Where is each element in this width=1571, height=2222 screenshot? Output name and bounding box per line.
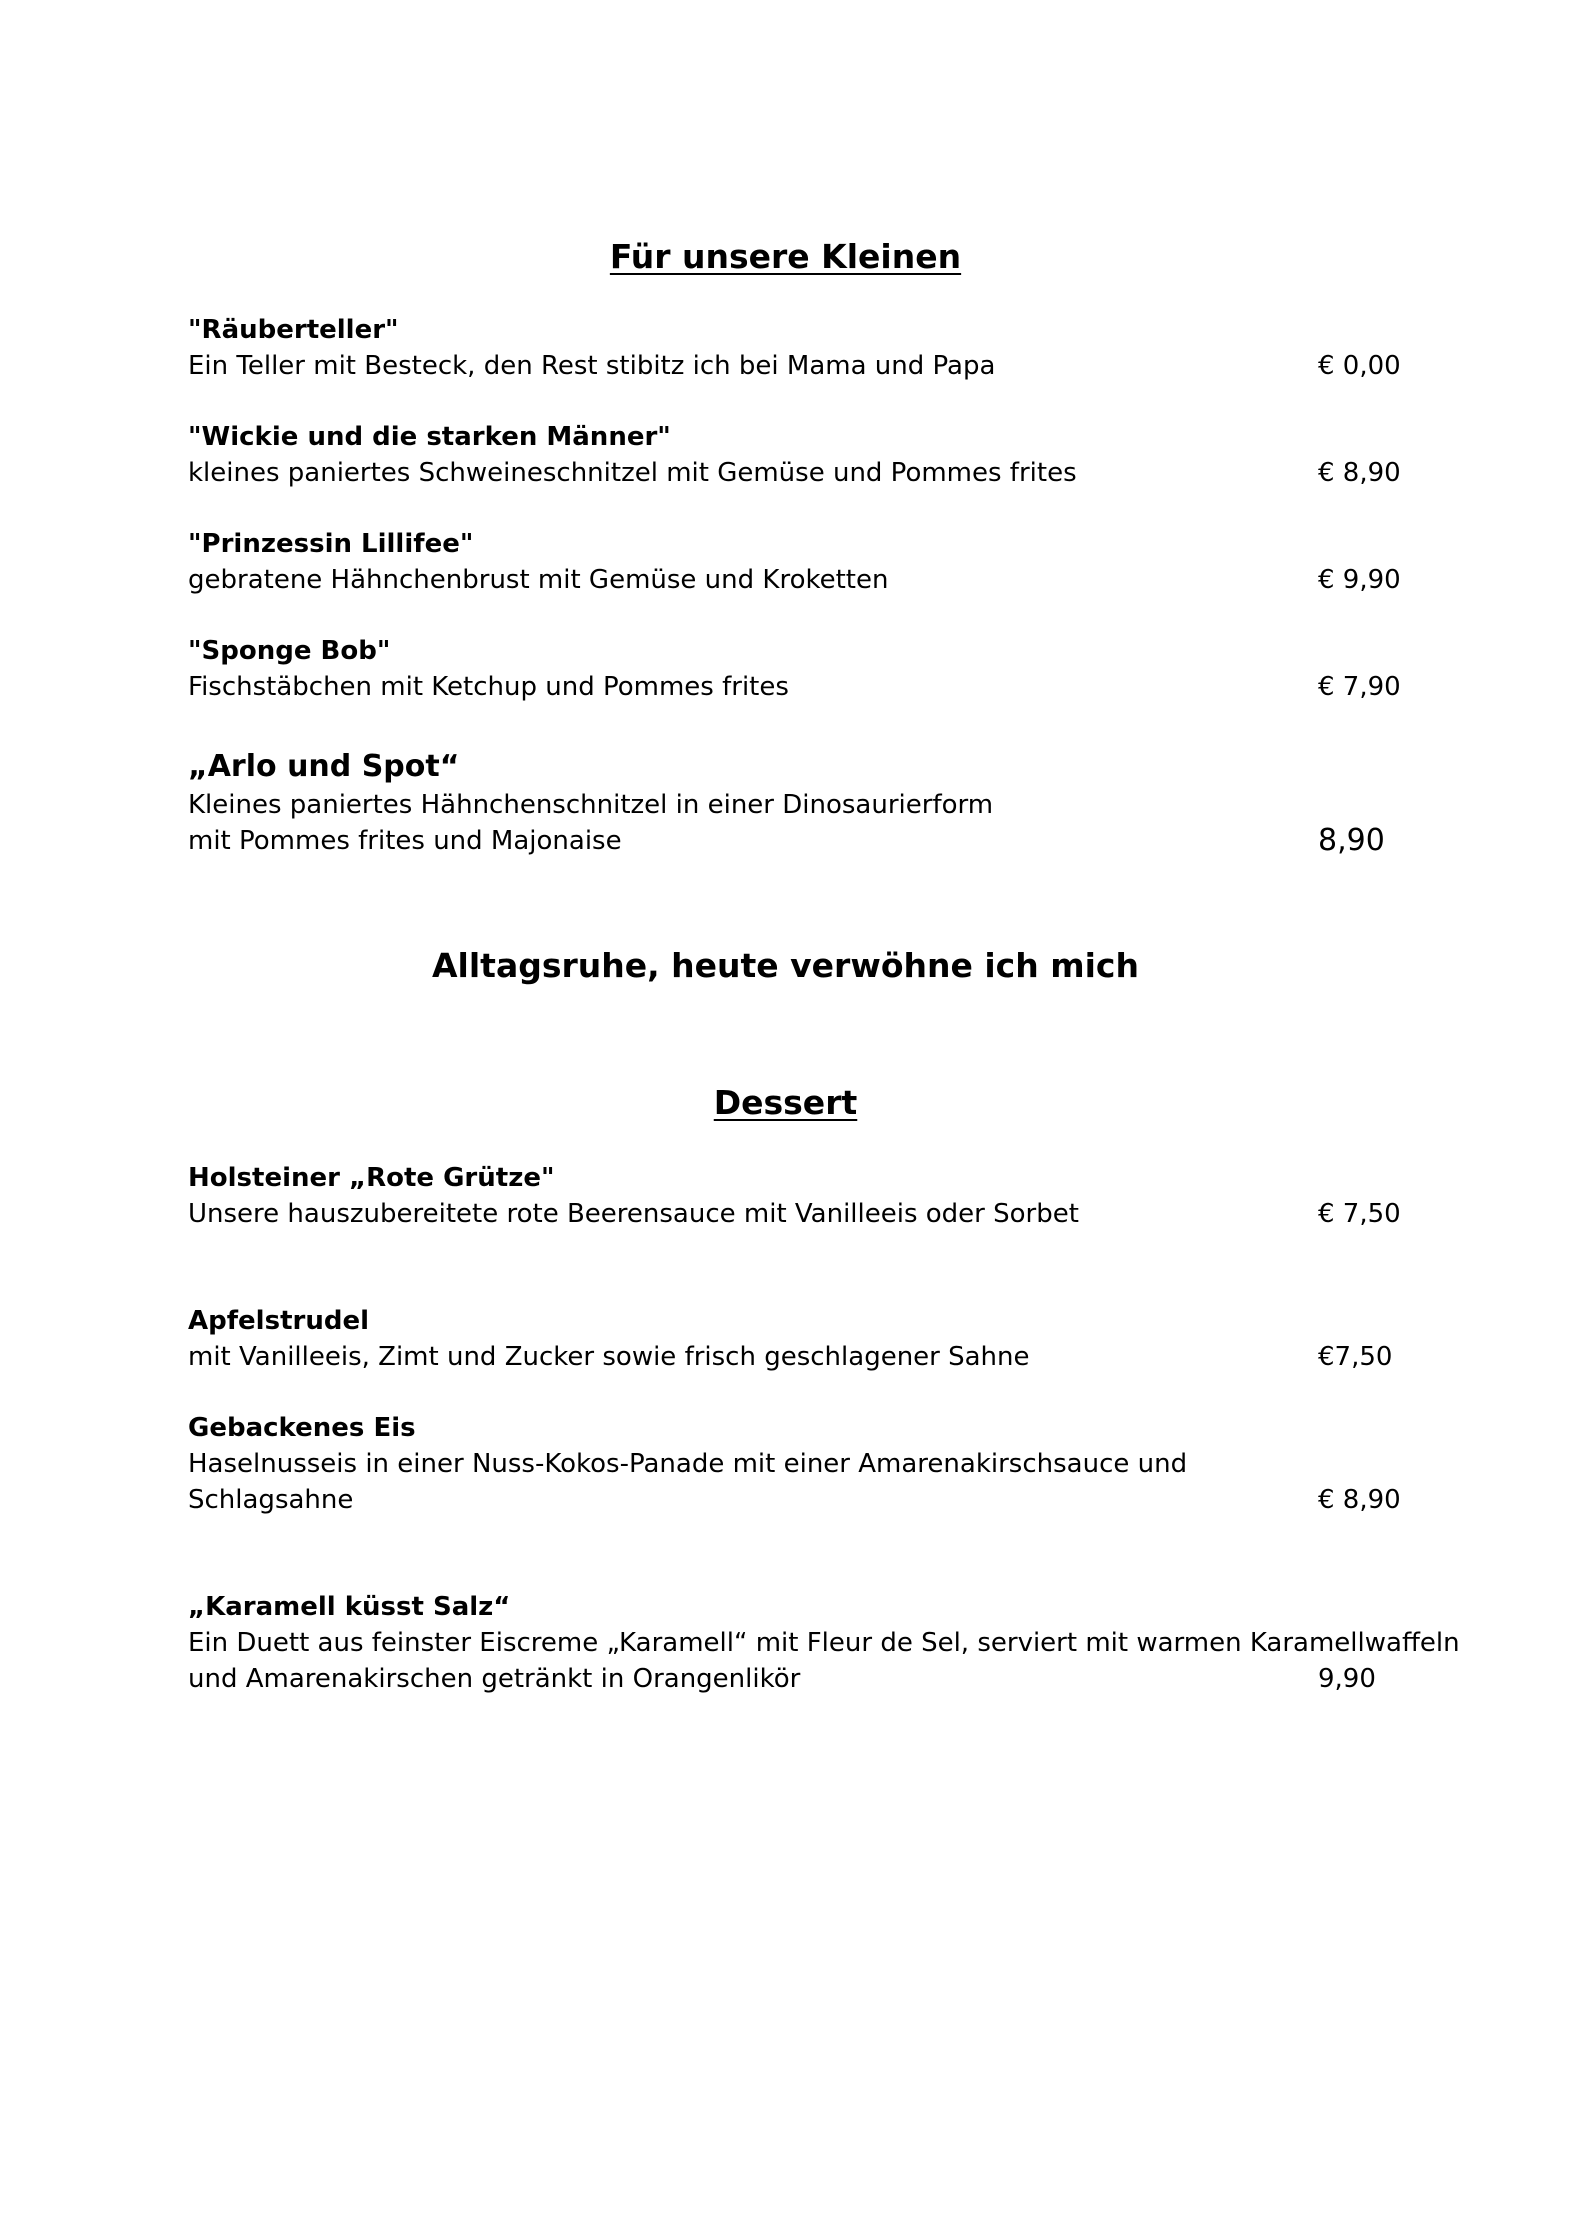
item-description: mit Vanilleeis, Zimt und Zucker sowie frisch geschlagener Sahne [188,1342,1030,1372]
menu-item-apfelstrudel [188,1303,1388,1375]
item-name: "Prinzessin Lillifee" [188,529,474,559]
item-description: Schlagsahne [188,1485,354,1515]
item-name: „Karamell küsst Salz“ [188,1592,511,1622]
item-name: "Räuberteller" [188,315,399,345]
item-price: € 7,50 [1318,1199,1401,1229]
item-description: gebratene Hähnchenbrust mit Gemüse und Kroketten [188,565,889,595]
tagline-heading: Alltagsruhe, heute verwöhne ich mich [432,946,1139,985]
item-description: Haselnusseis in einer Nuss-Kokos-Panade mit einer Amarenakirschsauce und [188,1449,1188,1479]
item-description: Unsere hauszubereitete rote Beerensauce mit Vanilleeis oder Sorbet [188,1199,1079,1229]
menu-item-sponge-bob [188,633,1388,705]
menu-item-arlo-und-spot [188,747,1388,859]
item-description: mit Pommes frites und Majonaise [188,826,622,856]
item-description: Kleines paniertes Hähnchenschnitzel in einer Dinosaurierform [188,790,994,820]
item-description: und Amarenakirschen getränkt in Orangenlikör [188,1664,801,1694]
item-price: € 7,90 [1318,672,1401,702]
item-price: 8,90 [1318,823,1385,858]
item-price: € 8,90 [1318,1485,1401,1515]
kids-section-title: Für unsere Kleinen [609,237,962,276]
menu-item-karamell-kuesst-salz [188,1589,1460,1697]
item-description: kleines paniertes Schweineschnitzel mit Gemüse und Pommes frites [188,458,1077,488]
dessert-section-title: Dessert [713,1083,858,1122]
item-price: €7,50 [1318,1342,1393,1372]
item-description: Ein Teller mit Besteck, den Rest stibitz ich bei Mama und Papa [188,351,996,381]
menu-item-lillifee [188,526,1388,598]
item-name: "Sponge Bob" [188,636,391,666]
item-price: € 0,00 [1318,351,1401,381]
item-price: 9,90 [1318,1664,1376,1694]
item-name: Holsteiner „Rote Grütze" [188,1163,555,1193]
menu-item-wickie [188,419,1388,491]
item-name: Apfelstrudel [188,1306,369,1336]
item-description: Ein Duett aus feinster Eiscreme „Karamell“ mit Fleur de Sel, serviert mit warmen Karamellwaffeln [188,1628,1460,1658]
item-price: € 8,90 [1318,458,1401,488]
item-description: Fischstäbchen mit Ketchup und Pommes frites [188,672,789,702]
item-name: „Arlo und Spot“ [188,749,460,784]
item-name: "Wickie und die starken Männer" [188,422,671,452]
menu-item-gebackenes-eis [188,1410,1388,1518]
item-price: € 9,90 [1318,565,1401,595]
menu-item-rote-gruetze [188,1160,1388,1232]
item-name: Gebackenes Eis [188,1413,416,1443]
menu-item-raeuberteller [188,312,1388,384]
